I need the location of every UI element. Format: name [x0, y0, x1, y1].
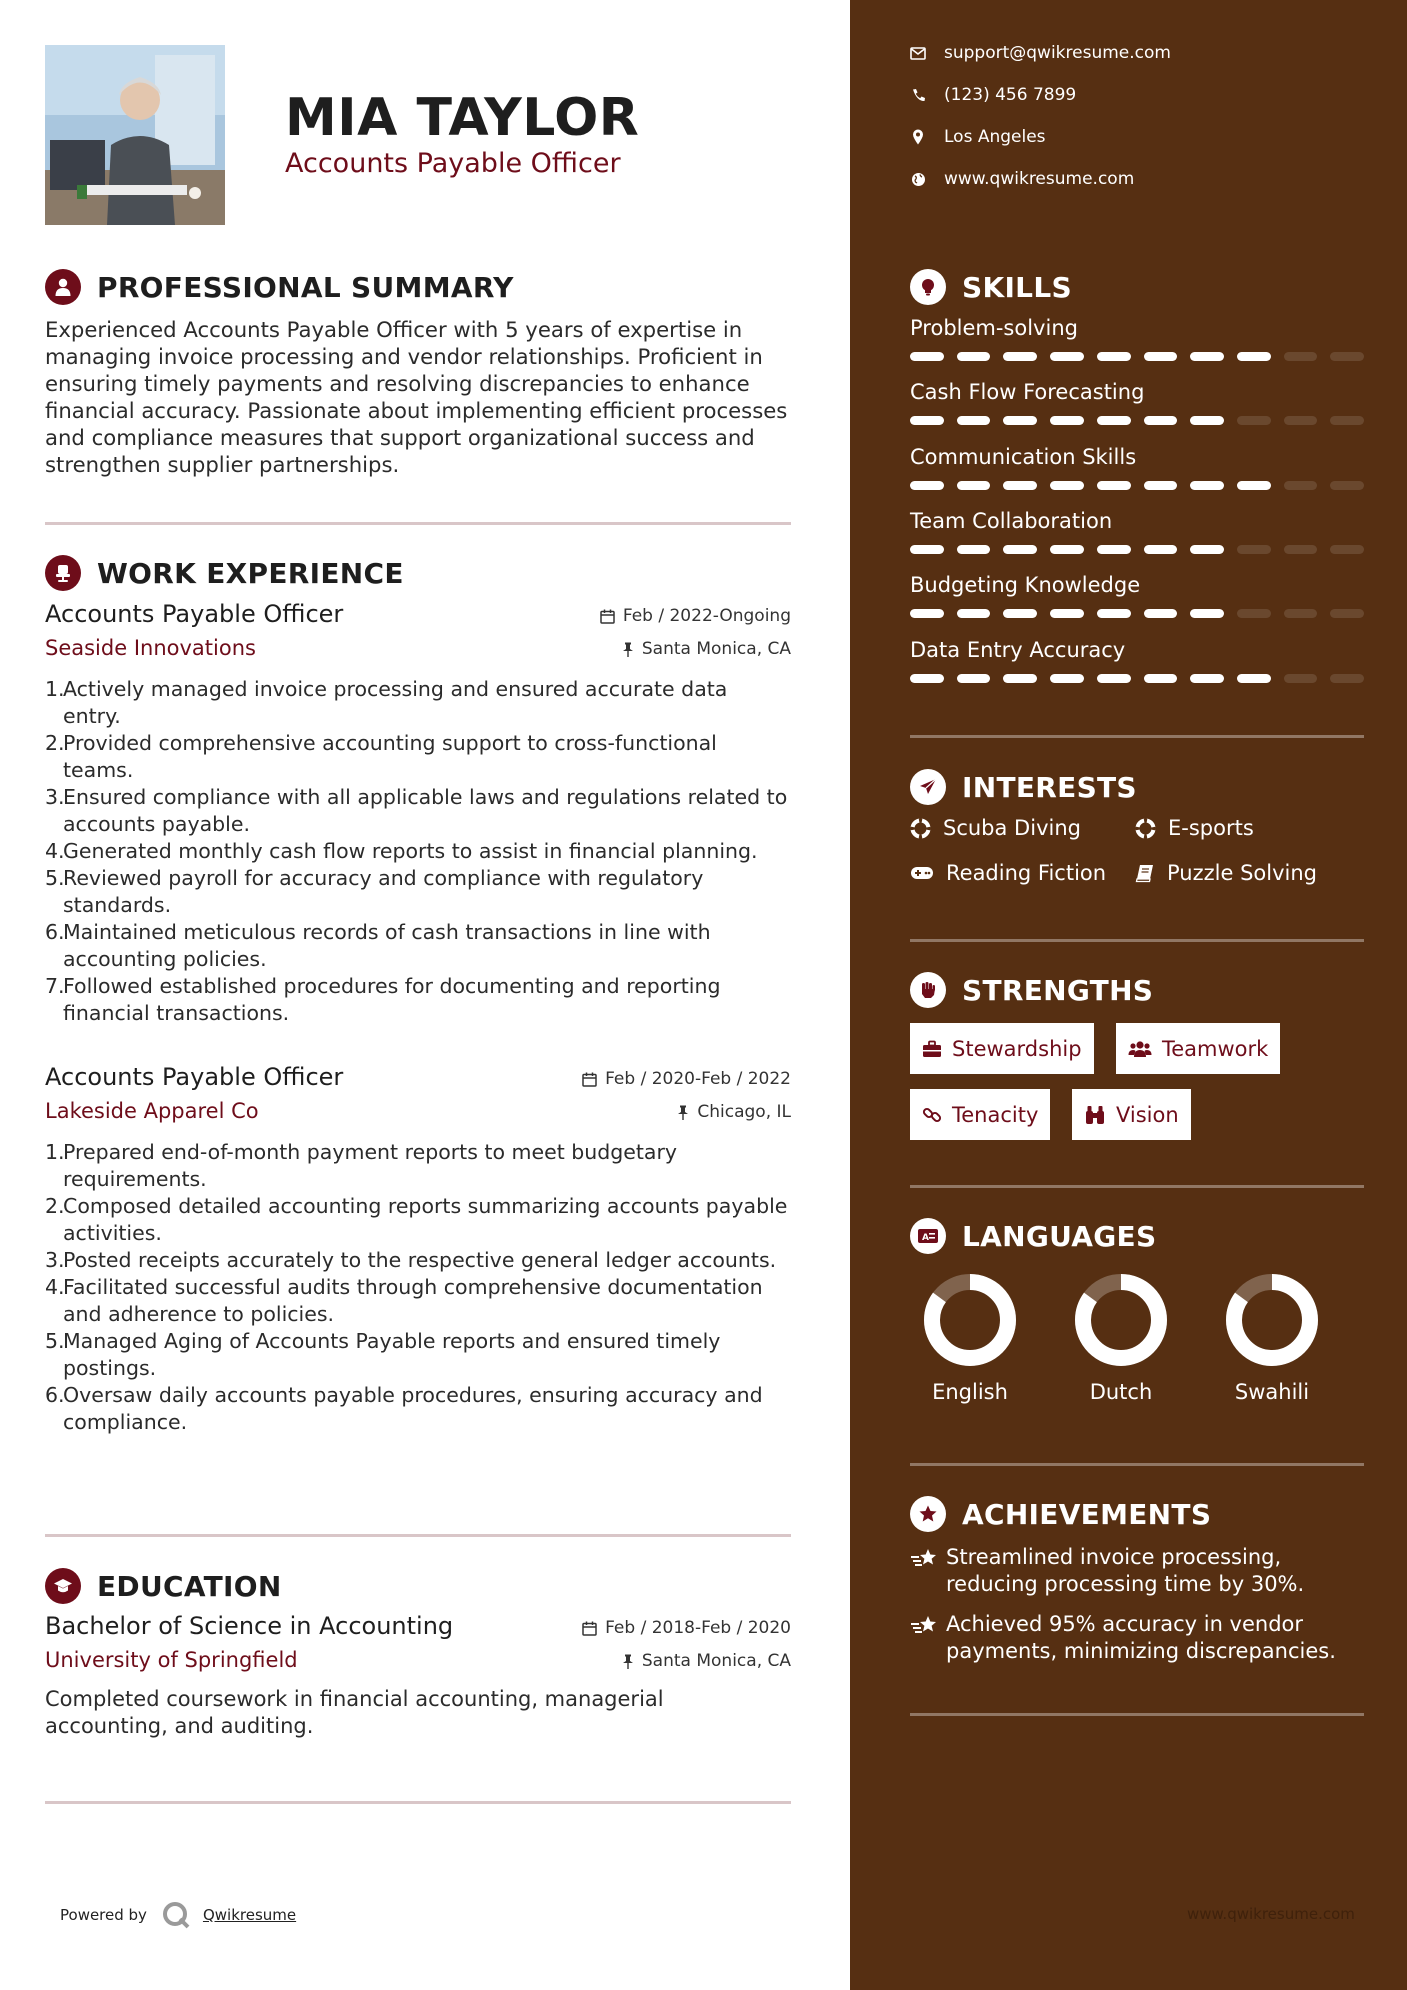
- interest-label: Scuba Diving: [943, 816, 1081, 840]
- skill-dash: [1097, 481, 1131, 490]
- job-role: Accounts Payable Officer: [45, 1063, 344, 1091]
- interest-item: [910, 816, 1081, 840]
- skill-dash: [1050, 481, 1084, 490]
- skill-name: Budgeting Knowledge: [910, 573, 1141, 597]
- qwikresume-link[interactable]: Qwikresume: [202, 1906, 297, 1924]
- skill-dash: [1144, 481, 1178, 490]
- strength-badge: [1072, 1089, 1191, 1140]
- summary-title: PROFESSIONAL SUMMARY: [97, 270, 514, 304]
- divider: [45, 522, 791, 525]
- languages-heading: [910, 1216, 1156, 1256]
- skill-dash: [1050, 545, 1084, 554]
- skill-rating: [910, 609, 1364, 618]
- skill-item: [910, 509, 1364, 554]
- achievement-text: Achieved 95% accuracy in vendor payments, minimizing discrepancies.: [946, 1612, 1336, 1663]
- skill-name: Data Entry Accuracy: [910, 638, 1126, 662]
- skill-dash: [1237, 481, 1271, 490]
- strength-label: Vision: [1116, 1102, 1179, 1127]
- users-icon: [1128, 1040, 1152, 1058]
- skill-dash: [1144, 609, 1178, 618]
- job-location-text: Santa Monica, CA: [641, 639, 791, 659]
- skill-dash: [910, 416, 944, 425]
- contact-phone[interactable]: [910, 85, 1076, 105]
- achievements-heading: [910, 1494, 1211, 1534]
- skill-dash: [1237, 416, 1271, 425]
- envelope-icon: [910, 47, 926, 60]
- strengths-heading: [910, 970, 1153, 1010]
- calendar-icon: [582, 1072, 597, 1087]
- strength-badge: [1116, 1023, 1280, 1074]
- job-date: [582, 1069, 791, 1089]
- divider: [45, 1534, 791, 1537]
- school: University of Springfield: [45, 1648, 298, 1672]
- divider: [45, 1801, 791, 1804]
- skill-name: Problem-solving: [910, 316, 1078, 340]
- degree: Bachelor of Science in Accounting: [45, 1612, 454, 1640]
- skill-dash: [1050, 416, 1084, 425]
- skill-rating: [910, 674, 1364, 683]
- achievements-title: ACHIEVEMENTS: [962, 1497, 1212, 1531]
- skills-title: SKILLS: [962, 270, 1072, 304]
- skill-rating: [910, 352, 1364, 361]
- education-description: Completed coursework in financial accounting, managerial accounting, and auditing.: [45, 1687, 664, 1738]
- skill-dash: [957, 481, 991, 490]
- education-heading: [45, 1566, 282, 1606]
- job-date-text: Feb / 2020-Feb / 2022: [605, 1069, 791, 1089]
- job-entry: [45, 600, 791, 1027]
- skill-dash: [1284, 481, 1318, 490]
- star-icon: [910, 1496, 946, 1532]
- skill-dash: [1097, 674, 1131, 683]
- strengths-title: STRENGTHS: [962, 973, 1154, 1007]
- calendar-icon: [582, 1621, 597, 1636]
- skill-dash: [1050, 352, 1084, 361]
- map-marker-icon: [910, 129, 926, 145]
- divider: [910, 1463, 1364, 1466]
- skill-dash: [957, 352, 991, 361]
- interest-label: Puzzle Solving: [1167, 861, 1317, 885]
- skill-item: [910, 380, 1364, 425]
- skill-dash: [1190, 352, 1224, 361]
- strength-badge: [910, 1023, 1094, 1074]
- job-bullets: [45, 1139, 791, 1436]
- list-item: 1. Prepared end-of-month payment reports to meet budgetary requirements.: [45, 1140, 678, 1191]
- education-date: [582, 1618, 791, 1638]
- summary-heading: [45, 267, 514, 307]
- pin-icon: [622, 1654, 634, 1669]
- skill-dash: [1144, 545, 1178, 554]
- skill-dash: [1003, 416, 1037, 425]
- language-label: English: [932, 1380, 1008, 1404]
- shooting-star-icon: [910, 1544, 946, 1598]
- globe-icon: [910, 172, 926, 187]
- skill-dash: [1284, 609, 1318, 618]
- interests-heading: [910, 767, 1137, 807]
- education-location-text: Santa Monica, CA: [641, 1651, 791, 1671]
- achievement-item: [910, 1611, 1364, 1665]
- skill-dash: [1003, 545, 1037, 554]
- skill-name: Team Collaboration: [910, 509, 1113, 533]
- powered-by-label: Powered by: [60, 1906, 147, 1924]
- skill-dash: [957, 416, 991, 425]
- list-item: 3. Posted receipts accurately to the respective general ledger accounts.: [45, 1248, 777, 1272]
- skill-dash: [1144, 416, 1178, 425]
- skill-dash: [910, 352, 944, 361]
- work-heading: [45, 553, 404, 593]
- skill-dash: [1237, 674, 1271, 683]
- skill-dash: [1097, 545, 1131, 554]
- skill-dash: [910, 674, 944, 683]
- strength-label: Teamwork: [1162, 1036, 1269, 1061]
- divider: [910, 1713, 1364, 1716]
- skill-dash: [1330, 352, 1364, 361]
- language-item: [1212, 1272, 1332, 1404]
- skill-dash: [1284, 416, 1318, 425]
- skill-dash: [1190, 416, 1224, 425]
- life-ring-icon: [910, 818, 931, 839]
- job-bullets: [45, 676, 791, 1027]
- skill-dash: [1003, 674, 1037, 683]
- skill-dash: [1003, 609, 1037, 618]
- list-item: 6. Maintained meticulous records of cash transactions in line with accounting policies.: [45, 920, 711, 971]
- achievement-item: [910, 1544, 1364, 1598]
- skill-dash: [1003, 481, 1037, 490]
- skill-dash: [1050, 609, 1084, 618]
- lightbulb-icon: [910, 269, 946, 305]
- contact-website[interactable]: [910, 169, 1134, 189]
- list-item: 2. Composed detailed accounting reports summarizing accounts payable activities.: [45, 1194, 788, 1245]
- list-item: 4. Generated monthly cash flow reports to assist in financial planning.: [45, 839, 758, 863]
- education-date-text: Feb / 2018-Feb / 2020: [605, 1618, 791, 1638]
- skill-dash: [1190, 674, 1224, 683]
- interests-title: INTERESTS: [962, 770, 1137, 804]
- interest-item: [910, 861, 1106, 885]
- proficiency-ring: [1224, 1272, 1320, 1368]
- candidate-job-title: Accounts Payable Officer: [285, 148, 621, 179]
- skill-dash: [1330, 674, 1364, 683]
- skill-dash: [1284, 674, 1318, 683]
- job-company: Seaside Innovations: [45, 636, 256, 660]
- pin-icon: [622, 642, 634, 657]
- interest-label: Reading Fiction: [946, 861, 1107, 885]
- book-icon: [1135, 863, 1155, 883]
- binoculars-icon: [1084, 1105, 1106, 1125]
- qwikresume-logo-icon: [161, 1900, 191, 1930]
- languages-title: LANGUAGES: [962, 1219, 1157, 1253]
- list-item: 2. Provided comprehensive accounting support to cross-functional teams.: [45, 731, 717, 782]
- proficiency-ring: [922, 1272, 1018, 1368]
- job-company: Lakeside Apparel Co: [45, 1099, 259, 1123]
- divider: [910, 735, 1364, 738]
- list-item: 3. Ensured compliance with all applicable laws and regulations related to accounts payable.: [45, 785, 788, 836]
- interest-label: E-sports: [1168, 816, 1254, 840]
- skill-dash: [1237, 609, 1271, 618]
- contact-phone-text: (123) 456 7899: [944, 85, 1077, 105]
- education-location: [622, 1651, 791, 1671]
- skill-dash: [1284, 352, 1318, 361]
- job-date: [600, 606, 791, 626]
- calendar-icon: [600, 609, 615, 624]
- skill-item: [910, 445, 1364, 490]
- contact-website-text: www.qwikresume.com: [944, 169, 1135, 189]
- skill-dash: [1003, 352, 1037, 361]
- language-label: Swahili: [1234, 1380, 1310, 1404]
- phone-icon: [910, 88, 926, 103]
- skill-item: [910, 638, 1364, 683]
- language-item: [910, 1272, 1030, 1404]
- skill-rating: [910, 545, 1364, 554]
- strength-label: Stewardship: [952, 1036, 1082, 1061]
- profile-photo: [45, 45, 225, 225]
- divider: [910, 1185, 1364, 1188]
- interest-item: [1135, 861, 1317, 885]
- svg-text:A: A: [922, 1233, 929, 1243]
- job-role: Accounts Payable Officer: [45, 600, 344, 628]
- briefcase-icon: [922, 1040, 942, 1058]
- skill-item: [910, 316, 1364, 361]
- job-location-text: Chicago, IL: [697, 1102, 791, 1122]
- contact-location: [910, 127, 1046, 147]
- language-label: Dutch: [1089, 1380, 1153, 1404]
- work-title: WORK EXPERIENCE: [97, 556, 404, 590]
- language-icon: [910, 1218, 946, 1254]
- strength-label: Tenacity: [952, 1102, 1039, 1127]
- skill-dash: [957, 545, 991, 554]
- interest-item: [1135, 816, 1254, 840]
- life-ring-icon: [1135, 818, 1156, 839]
- achievement-text: Streamlined invoice processing, reducing processing time by 30%.: [946, 1545, 1305, 1596]
- fist-icon: [910, 972, 946, 1008]
- contact-email-text: support@qwikresume.com: [944, 43, 1171, 63]
- graduation-icon: [45, 1568, 81, 1604]
- skill-dash: [910, 545, 944, 554]
- user-icon: [45, 269, 81, 305]
- skill-dash: [910, 609, 944, 618]
- skill-dash: [1097, 609, 1131, 618]
- chair-icon: [45, 555, 81, 591]
- skill-dash: [1190, 481, 1224, 490]
- skill-dash: [1284, 545, 1318, 554]
- powered-by: [60, 1900, 296, 1930]
- strength-badge: [910, 1089, 1050, 1140]
- job-location: [622, 639, 791, 659]
- proficiency-ring: [1073, 1272, 1169, 1368]
- skills-heading: [910, 267, 1072, 307]
- summary-text: Experienced Accounts Payable Officer with 5 years of expertise in managing invoice processing and vendor relationships. Proficient in ensuring timely payments and resolving discrepancies to enhance financial accuracy. Passionate about implementing efficient processes and compliance measures that support organizational success and strengthen supplier partnerships.: [45, 317, 788, 477]
- list-item: 5. Managed Aging of Accounts Payable reports and ensured timely postings.: [45, 1329, 721, 1380]
- skill-dash: [910, 481, 944, 490]
- skill-dash: [1097, 416, 1131, 425]
- skill-dash: [1237, 545, 1271, 554]
- contact-email[interactable]: [910, 43, 1171, 63]
- skill-dash: [1330, 416, 1364, 425]
- pin-icon: [677, 1105, 689, 1120]
- list-item: 4. Facilitated successful audits through comprehensive documentation and adherence to policies.: [45, 1275, 763, 1326]
- link-icon: [922, 1105, 942, 1125]
- skill-dash: [957, 609, 991, 618]
- skill-name: Communication Skills: [910, 445, 1137, 469]
- skill-rating: [910, 481, 1364, 490]
- list-item: 5. Reviewed payroll for accuracy and compliance with regulatory standards.: [45, 866, 704, 917]
- contact-location-text: Los Angeles: [944, 127, 1046, 147]
- skill-dash: [1330, 545, 1364, 554]
- job-entry: [45, 1063, 791, 1436]
- education-title: EDUCATION: [97, 1569, 282, 1603]
- shooting-star-icon: [910, 1611, 946, 1665]
- skill-item: [910, 573, 1364, 618]
- gamepad-icon: [910, 865, 934, 881]
- skill-dash: [957, 674, 991, 683]
- job-date-text: Feb / 2022-Ongoing: [622, 606, 791, 626]
- list-item: 1. Actively managed invoice processing and ensured accurate data entry.: [45, 677, 728, 728]
- candidate-name: MIA TAYLOR: [285, 88, 640, 148]
- skill-dash: [1330, 609, 1364, 618]
- education-entry: [45, 1612, 791, 1740]
- skill-rating: [910, 416, 1364, 425]
- skill-dash: [1144, 674, 1178, 683]
- skill-dash: [1050, 674, 1084, 683]
- list-item: 7. Followed established procedures for documenting and reporting financial transactions.: [45, 974, 721, 1025]
- footer-website[interactable]: www.qwikresume.com: [1187, 1905, 1355, 1923]
- job-location: [677, 1102, 791, 1122]
- language-item: [1061, 1272, 1181, 1404]
- skill-dash: [1190, 545, 1224, 554]
- paper-plane-icon: [910, 769, 946, 805]
- skill-dash: [1097, 352, 1131, 361]
- skill-name: Cash Flow Forecasting: [910, 380, 1145, 404]
- skill-dash: [1330, 481, 1364, 490]
- skill-dash: [1144, 352, 1178, 361]
- skill-dash: [1190, 609, 1224, 618]
- skill-dash: [1237, 352, 1271, 361]
- divider: [910, 939, 1364, 942]
- list-item: 6. Oversaw daily accounts payable procedures, ensuring accuracy and compliance.: [45, 1383, 763, 1434]
